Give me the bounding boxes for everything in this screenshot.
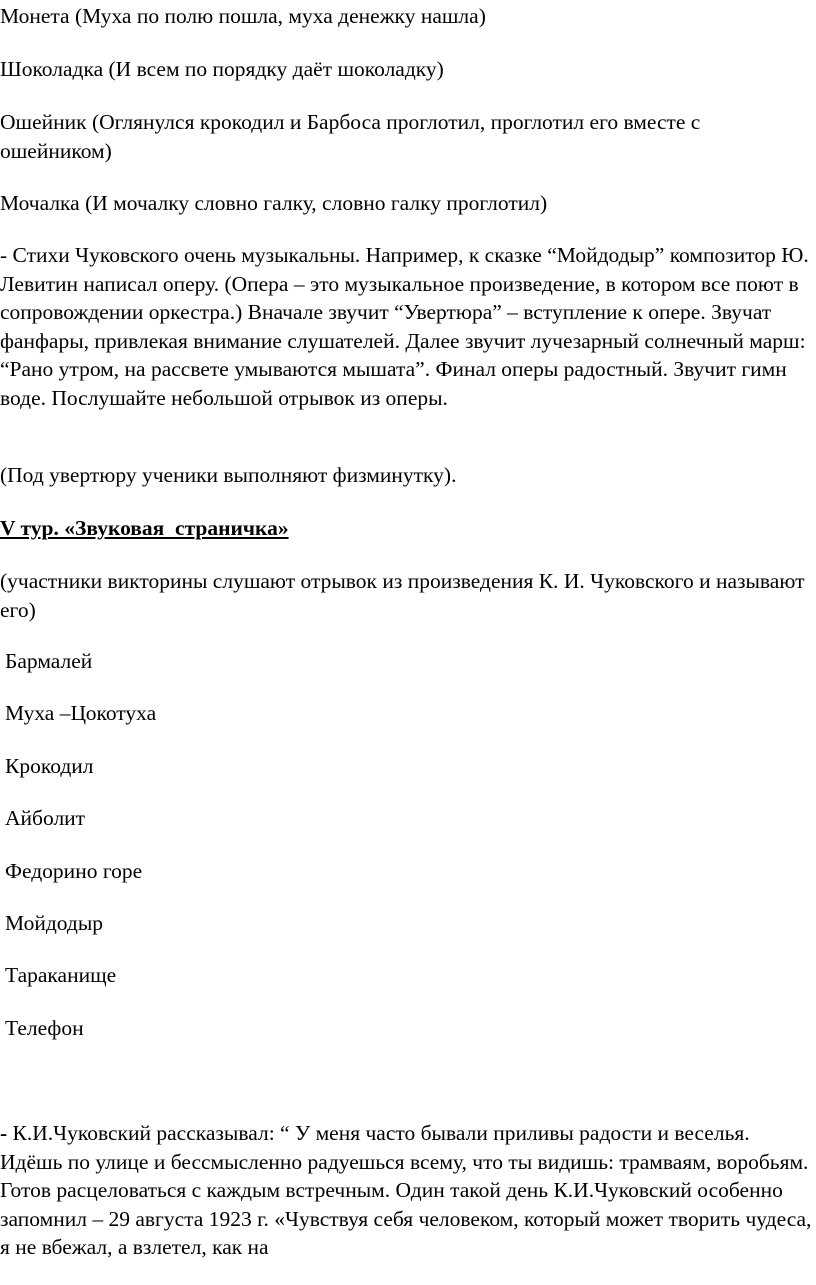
work-item: Телефон [5,1016,84,1040]
warmup-note: (Под увертюру ученики выполняют физминутку). [0,463,457,487]
work-item: Тараканище [5,963,117,987]
work-item: Айболит [5,806,86,830]
final-paragraph [0,1119,812,1262]
answer-coin: Монета (Муха по полю пошла, муха денежку нашла) [0,4,486,28]
answer-washcloth: Мочалка (И мочалку словно галку, словно галку проглотил) [0,191,548,215]
answer-collar: Ошейник (Оглянулся крокодил и Барбоса проглотил, проглотил его вместе с ошейником) [0,110,701,163]
answer-chocolate: Шоколадка (И всем по порядку даёт шоколадку) [0,57,444,81]
work-item: Бармалей [5,649,93,673]
work-item: Муха –Цокотуха [5,701,157,725]
work-item: Мойдодыр [5,911,104,935]
round-heading: V тур. «Звуковая страничка» [0,516,289,540]
work-item: Федорино горе [5,859,143,883]
round-instruction: (участники викторины слушают отрывок из произведения К. И. Чуковского и называют его) [0,569,805,622]
opera-paragraph: - Стихи Чуковского очень музыкальны. Например, к сказке “Мойдодыр” композитор Ю. Левитин написал оперу. (Опера – это музыкальное произведение, в котором все поют в сопровождении оркестра.) Вначале звучит “Увертюра” – вступление к опере. Звучат фанфары, привлекая внимание слушателей. Далее звучит лучезарный солнечный марш: “Рано утром, на рассвете умываются мышата”. Финал оперы радостный. Звучит гимн воде. Послушайте небольшой отрывок из оперы. [0,243,809,410]
work-item: Крокодил [5,754,94,778]
final-paragraph-text: К.И.Чуковский рассказывал: “ У меня часто бывали приливы радости и веселья. Идёшь по улице и бессмысленно радуешься всему, что ты видишь: трамваям, воробьям. Готов расцеловаться с каждым встречным. Один такой день К.И.Чуковский особенно запомнил – 29 августа 1923 г. «Чувствуя себя человеком, который может творить чудеса, я не вбежал, а взлетел, как на [0,1121,812,1260]
final-dash: - [0,1121,13,1145]
